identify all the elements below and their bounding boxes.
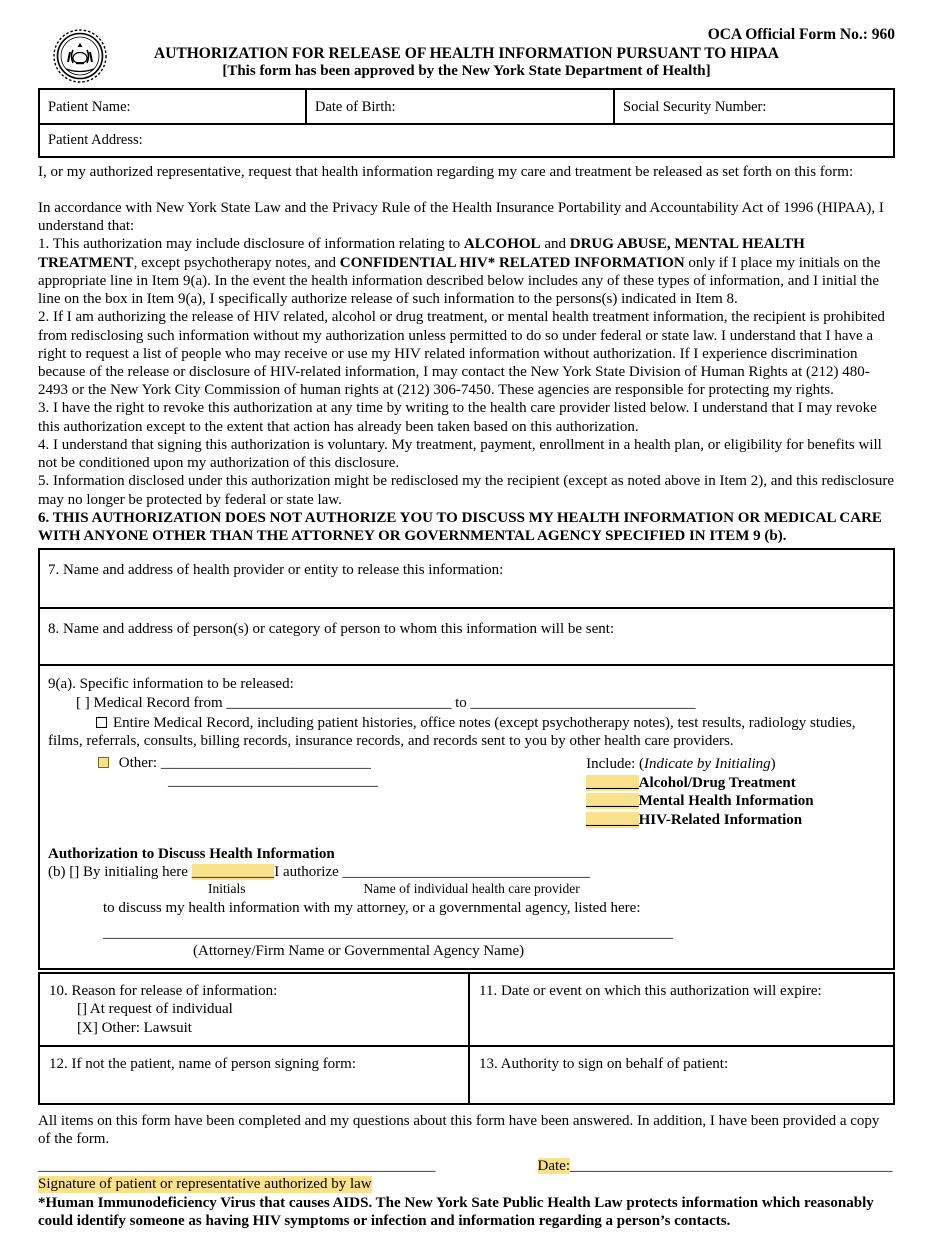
signature-date-row (38, 1158, 895, 1175)
term-item-5: 5. Information disclosed under this authorization might be redisclosed my the recipient (except as noted above in Item 2), and this redisclosure may no longer be protected by federal or state law. (38, 473, 895, 508)
ssn-label: Social Security Number: (623, 99, 767, 115)
term-item-1: 1. This authorization may include disclosure of information relating to ALCOHOL and DRUG ABUSE, MENTAL HEALTH TREATMENT, except psychotherapy notes, and CONFIDENTIAL HIV* RELATED INFORMATION only if I place my initials on the appropriate line in Item 9(a). In the event the health information described below includes any of these types of information, and I initial the line on the box in Item 9(a), I specifically authorize release of such information to the persons(s) indicated in Item 8. (38, 236, 881, 308)
item9b-sublabels (48, 881, 885, 897)
terms-preamble: In accordance with New York State Law and the Privacy Rule of the Health Insurance Portability and Accountability Act of 1996 (HIPAA), I understand that: (38, 200, 884, 235)
page-subtitle: [This form has been approved by the New York State Department of Health] (222, 63, 711, 79)
other-row (98, 755, 586, 772)
initial-item-alcohol: _______Alcohol/Drug Treatment (586, 774, 796, 791)
alcohol-initials-blank[interactable]: _______ (586, 774, 639, 791)
initials-sublabel: Initials (208, 880, 246, 896)
signature-caption: Signature of patient or representative authorized by law (38, 1175, 372, 1192)
other-column (48, 755, 586, 830)
item7-provider-field[interactable] (40, 550, 893, 609)
item9b-row (48, 864, 885, 881)
item9b-initials-blank[interactable]: ___________ (191, 863, 275, 880)
provider-sublabel: Name of individual health care provider (363, 880, 580, 896)
patient-info-table (38, 88, 895, 158)
patient-address-field[interactable] (39, 124, 894, 157)
date-blank[interactable]: ___________________________________________ (569, 1157, 893, 1174)
other-checkbox[interactable] (98, 757, 109, 768)
signature-blank[interactable]: _____________________________________________________ (38, 1157, 436, 1174)
patient-address-label: Patient Address: (48, 132, 143, 148)
other-label: Other: (118, 754, 158, 771)
attorney-blank-row (48, 925, 885, 942)
medical-record-from-label: Medical Record from (93, 695, 223, 712)
initial-item-mental-health: _______Mental Health Information (586, 793, 814, 810)
date-of-birth-field[interactable] (306, 89, 614, 124)
items-10-13-table (38, 972, 895, 1105)
attorney-caption: (Attorney/Firm Name or Governmental Agency Name) (193, 942, 525, 959)
item9b-provider-blank[interactable]: _________________________________ (342, 863, 591, 880)
release-details-box (38, 548, 895, 970)
intro-statement: I, or my authorized representative, request that health information regarding my care and treatment be released as set forth on this form: (38, 164, 854, 180)
term-item-6: 6. THIS AUTHORIZATION DOES NOT AUTHORIZE YOU TO DISCUSS MY HEALTH INFORMATION OR MEDICAL CARE WITH ANYONE OTHER THAN THE ATTORNEY OR GOVERNMENTAL AGENCY SPECIFIED IN ITEM 9 (b). (38, 509, 882, 544)
item7-label: 7. Name and address of health provider or entity to release this information: (48, 562, 504, 579)
item9-section (40, 666, 893, 968)
medical-record-to-blank[interactable]: ______________________________ (470, 695, 696, 712)
entire-record-text: Entire Medical Record, including patient histories, office notes (except psychotherapy notes), test results, radiology studies, films, referrals, consults, billing records, insurance records, and records sent to you by other health care providers. (48, 715, 856, 750)
term-item-3: 3. I have the right to revoke this authorization at any time by writing to the health care provider listed below. I understand that I may revoke this authorization except to the extent that action has already been taken based on this authorization. (38, 400, 877, 435)
page-title: AUTHORIZATION FOR RELEASE OF HEALTH INFORMATION PURSUANT TO HIPAA (154, 45, 779, 62)
authorization-to-discuss-section (48, 846, 885, 960)
patient-name-label: Patient Name: (48, 99, 131, 115)
other-blank-1[interactable]: ____________________________ (160, 754, 371, 771)
item11-expiration-field[interactable] (469, 973, 894, 1046)
medical-record-checkbox[interactable]: [ ] (76, 695, 90, 712)
item13-label: 13. Authority to sign on behalf of patient: (479, 1055, 729, 1072)
term-item-4: 4. I understand that signing this authorization is voluntary. My treatment, payment, enrollment in a health plan, or eligibility for benefits will not be conditioned upon my authorization of this disclosure. (38, 436, 882, 472)
medical-record-to-label: to (455, 695, 467, 712)
item13-authority-field[interactable] (469, 1046, 894, 1104)
other-blank-2-row (98, 773, 586, 790)
item12-signer-field[interactable] (39, 1046, 469, 1104)
item9a-label: 9(a). Specific information to be released: (48, 676, 294, 693)
patient-name-field[interactable] (39, 89, 306, 124)
item8-label: 8. Name and address of person(s) or category of person to whom this information will be sent: (48, 621, 615, 638)
term-item-2: 2. If I am authorizing the release of HIV related, alcohol or drug treatment, or mental health treatment information, the recipient is prohibited from redisclosing such information without my authorization unless permitted to do so under federal or state law. I understand that I have a right to request a list of people who may receive or use my HIV related information without authorization. If I experience discrimination because of the release or disclosure of HIV-related information, I may contact the New York State Division of Human Rights at (212) 480-2493 or the New York City Commission of human rights at (212) 306-7450. These agencies are responsible for protecting my rights. (38, 309, 885, 399)
entire-record-row (48, 714, 885, 751)
item9b-authorize-label: I authorize (274, 863, 343, 880)
ssn-field[interactable] (614, 89, 894, 124)
form-number: OCA Official Form No.: 960 (707, 26, 895, 43)
item11-label: 11. Date or event on which this authorization will expire: (479, 982, 822, 999)
medical-record-row (48, 695, 885, 712)
include-label: Include: (Indicate by Initialing) (586, 755, 776, 772)
nys-court-seal-icon (52, 28, 108, 89)
hiv-footnote: *Human Immunodeficiency Virus that causes AIDS. The New York Sate Public Health Law protects information which reasonably could identify someone as having HIV symptoms or infection and information regarding a person’s contacts. (38, 1194, 874, 1229)
initial-item-hiv: _______HIV-Related Information (586, 812, 803, 828)
item8-recipient-field[interactable] (40, 609, 893, 666)
form-header (38, 26, 895, 80)
other-include-columns (48, 755, 885, 830)
attorney-name-blank[interactable]: ____________________________________________________________________________ (103, 924, 673, 941)
item10-option-request[interactable]: [] At request of individual (77, 1000, 233, 1017)
item10-label: 10. Reason for release of information: (49, 982, 278, 999)
item12-label: 12. If not the patient, name of person signing form: (49, 1055, 357, 1072)
discuss-text: to discuss my health information with my attorney, or a governmental agency, listed here: (103, 899, 641, 916)
item9b-prefix: (b) [] By initialing here (48, 863, 192, 880)
include-column (586, 755, 885, 830)
medical-record-from-blank[interactable]: ______________________________ (226, 695, 452, 712)
item10-cell[interactable] (39, 973, 469, 1046)
entire-record-checkbox[interactable] (96, 717, 107, 728)
other-blank-2[interactable]: ____________________________ (168, 772, 378, 789)
item10-option-other[interactable]: [X] Other: Lawsuit (77, 1020, 192, 1037)
date-of-birth-label: Date of Birth: (315, 99, 396, 115)
auth-discuss-heading: Authorization to Discuss Health Information (48, 845, 335, 862)
mental-health-initials-blank[interactable]: _______ (586, 793, 639, 810)
completion-statement: All items on this form have been completed and my questions about this form have been answered. In addition, I have been provided a copy of the form. (38, 1112, 880, 1147)
date-label: Date: (537, 1157, 570, 1174)
terms-section (38, 199, 895, 545)
hiv-initials-blank[interactable]: _______ (586, 812, 639, 828)
